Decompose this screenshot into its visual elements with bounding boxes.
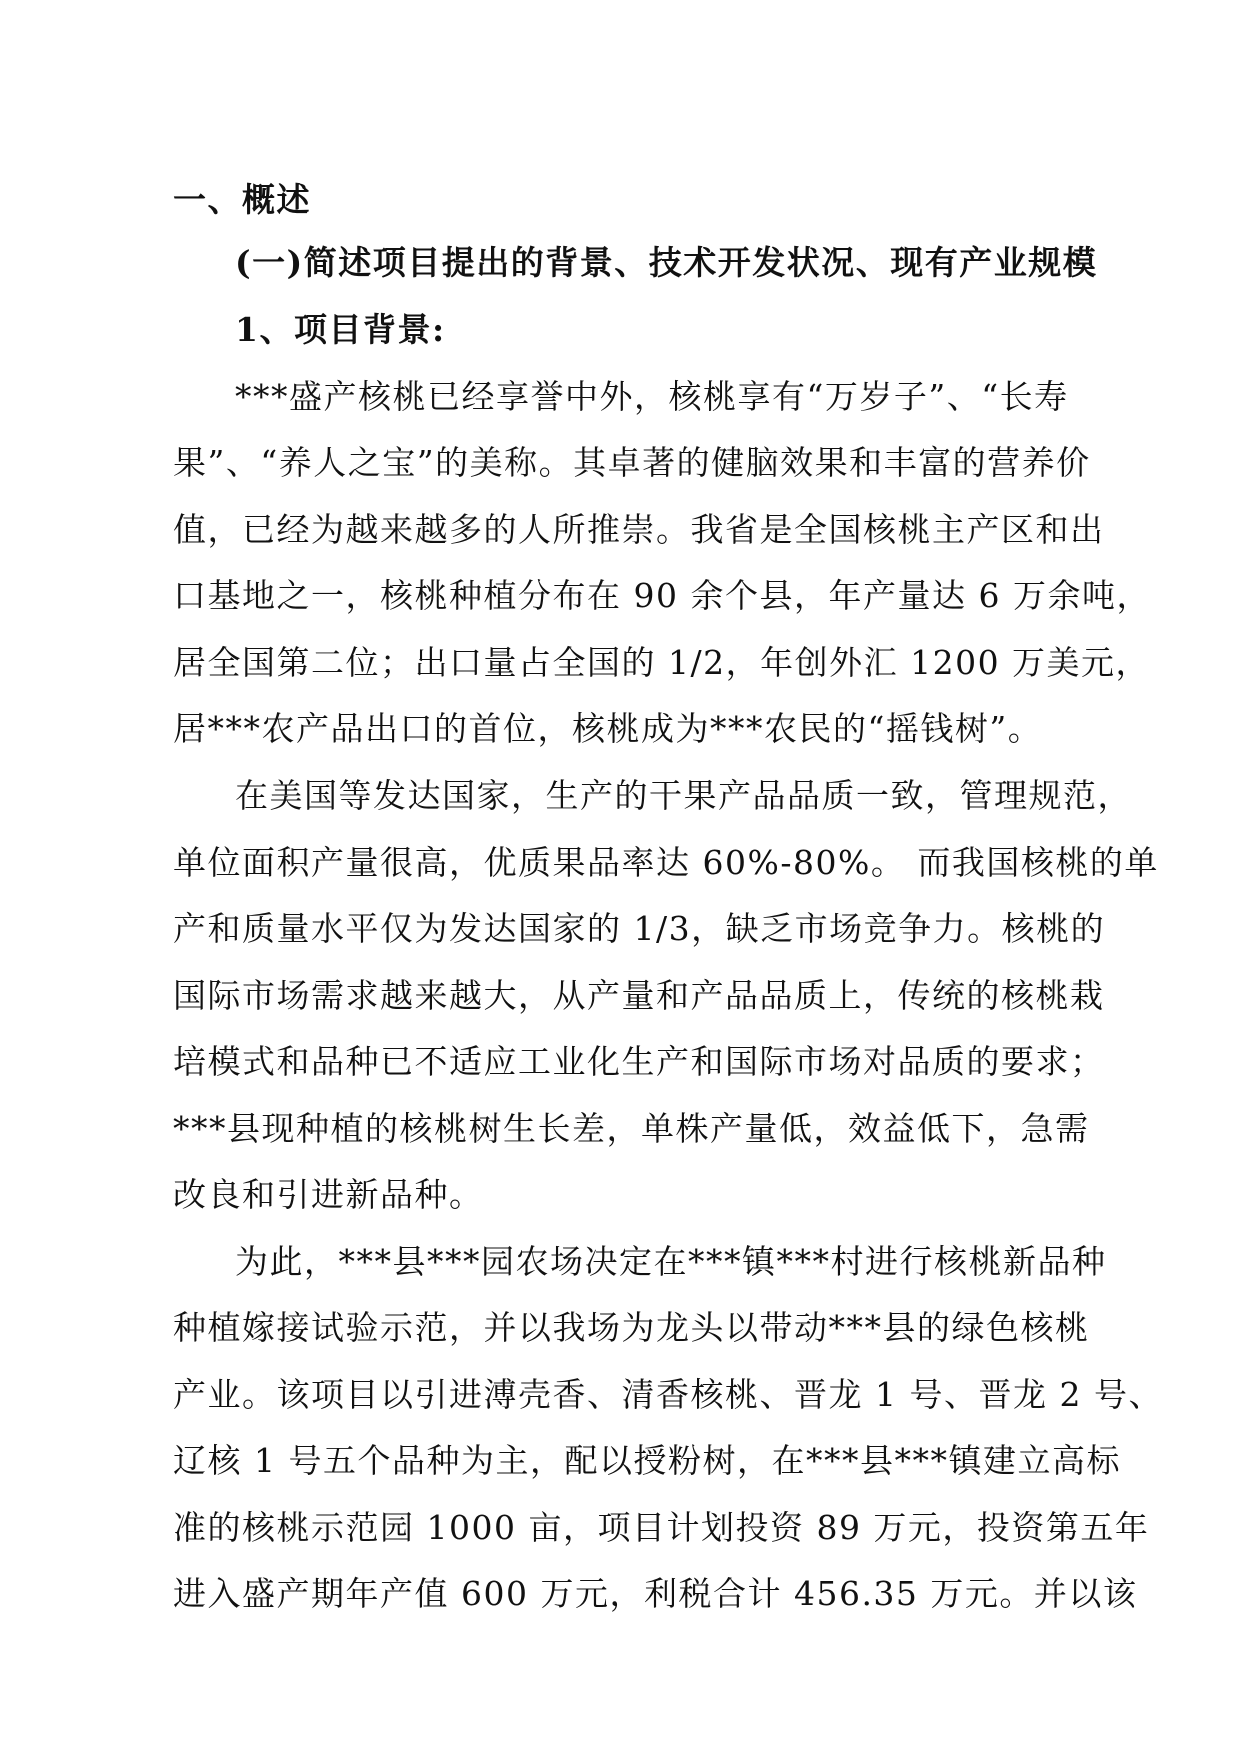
paragraph-line: 果”、“养人之宝”的美称。其卓著的健脑效果和丰富的营养价 — [173, 443, 1091, 482]
paragraph-line: 产业。该项目以引进溥壳香、清香核桃、晋龙 1 号、晋龙 2 号、 — [173, 1375, 1163, 1414]
paragraph-line: 居***农产品出口的首位，核桃成为***农民的“摇钱树”。 — [173, 709, 1043, 748]
paragraph-line: 准的核桃示范园 1000 亩，项目计划投资 89 万元，投资第五年 — [173, 1508, 1150, 1547]
paragraph-line: 国际市场需求越来越大，从产量和产品品质上，传统的核桃栽 — [173, 976, 1105, 1015]
paragraph-line: 单位面积产量很高，优质果品率达 60%-80%。 而我国核桃的单 — [173, 843, 1159, 882]
section-heading: 一、概述 — [173, 180, 311, 219]
paragraph-line: 培模式和品种已不适应工业化生产和国际市场对品质的要求； — [173, 1042, 1105, 1081]
paragraph-line: ***盛产核桃已经享誉中外，核桃享有“万岁子”、“长寿 — [235, 377, 1069, 416]
paragraph-line: 为此，***县***园农场决定在***镇***村进行核桃新品种 — [235, 1242, 1107, 1281]
subsection-heading: (一)简述项目提出的背景、技术开发状况、现有产业规模 — [235, 243, 1098, 282]
paragraph-line: 口基地之一，核桃种植分布在 90 余个县，年产量达 6 万余吨， — [173, 576, 1151, 615]
item-heading: 1、项目背景: — [235, 310, 446, 349]
paragraph-line: 改良和引进新品种。 — [173, 1175, 484, 1214]
paragraph-line: 辽核 1 号五个品种为主，配以授粉树，在***县***镇建立高标 — [173, 1441, 1121, 1480]
paragraph-line: 在美国等发达国家，生产的干果产品品质一致，管理规范， — [235, 776, 1132, 815]
paragraph-line: 产和质量水平仅为发达国家的 1/3，缺乏市场竞争力。核桃的 — [173, 909, 1106, 948]
paragraph-line: 进入盛产期年产值 600 万元，利税合计 456.35 万元。并以该 — [173, 1574, 1138, 1613]
paragraph-line: ***县现种植的核桃树生长差，单株产量低，效益低下，急需 — [173, 1109, 1090, 1148]
paragraph-line: 居全国第二位；出口量占全国的 1/2，年创外汇 1200 万美元， — [173, 643, 1151, 682]
paragraph-line: 值，已经为越来越多的人所推崇。我省是全国核桃主产区和出 — [173, 510, 1105, 549]
paragraph-line: 种植嫁接试验示范，并以我场为龙头以带动***县的绿色核桃 — [173, 1308, 1090, 1347]
